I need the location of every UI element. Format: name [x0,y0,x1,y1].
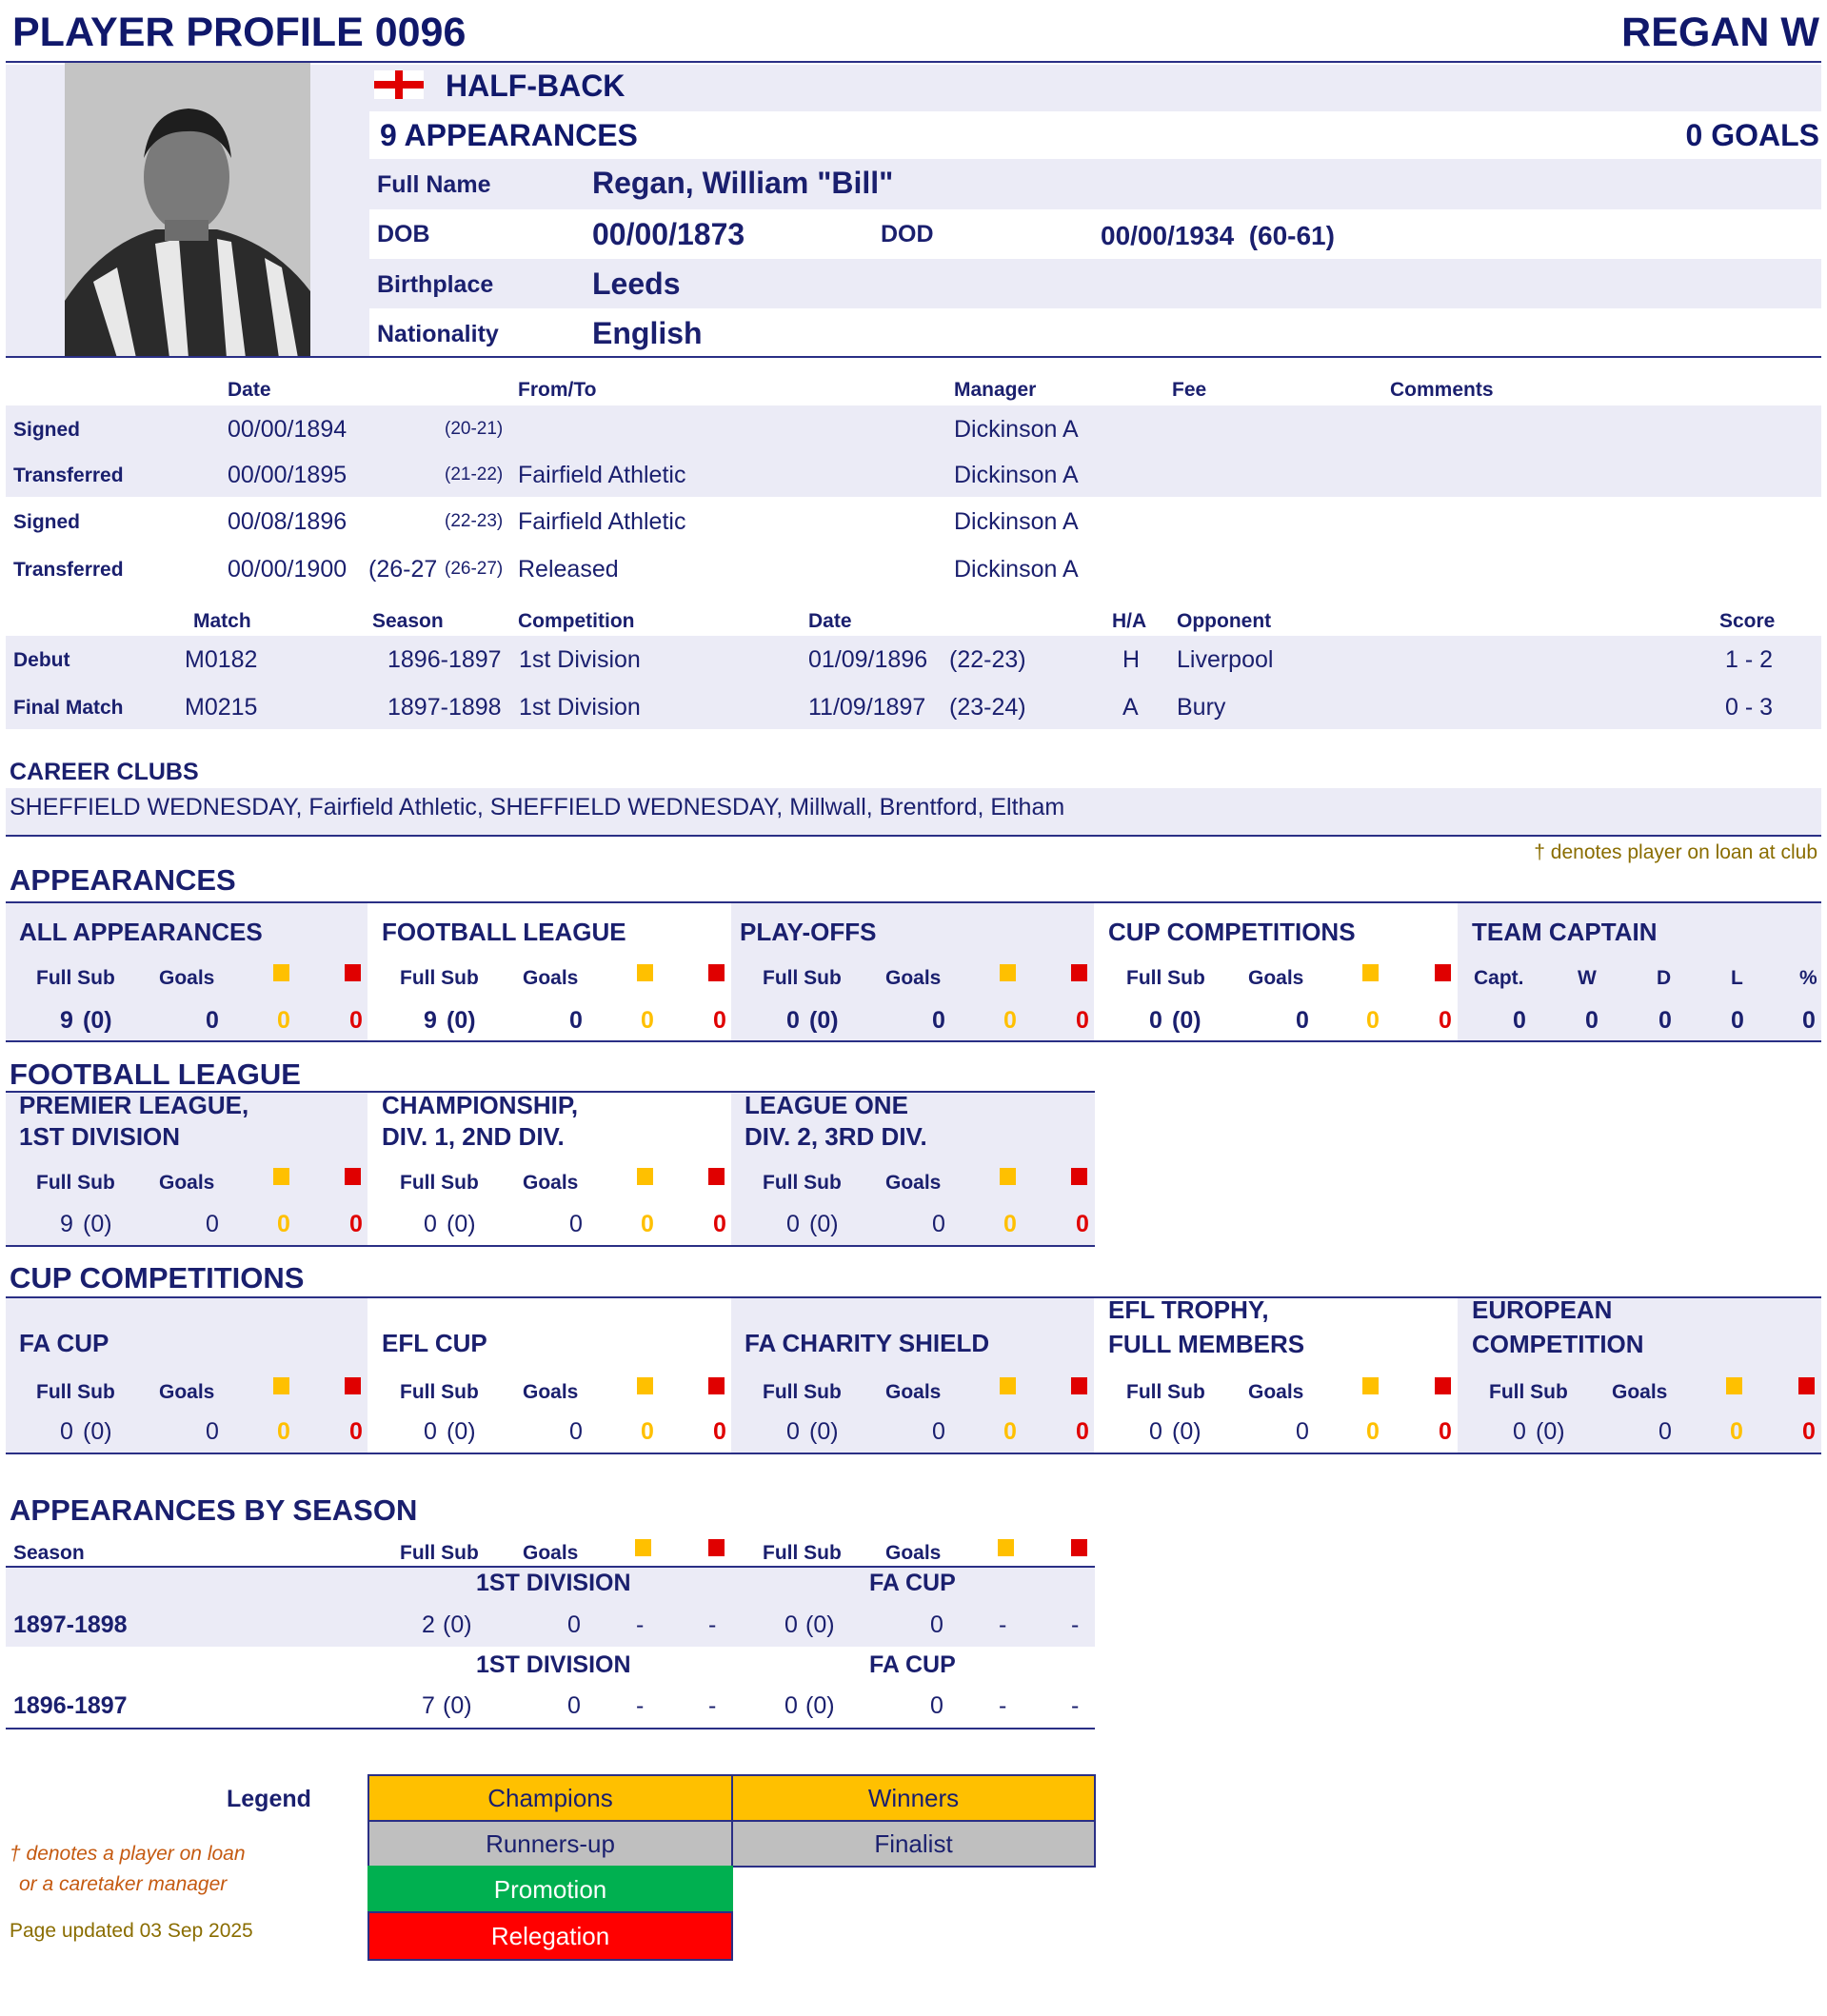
legend-champions: Champions [367,1774,733,1822]
yellow-card-icon [637,964,653,981]
legend-winners: Winners [731,1774,1096,1822]
player-photo-icon [65,63,310,358]
red-card-icon [708,1168,725,1185]
legend-relegation: Relegation [367,1911,733,1961]
birthplace-label: Birthplace [377,271,494,298]
birthplace-value: Leeds [592,267,681,301]
transfer-header-date: Date [228,379,271,401]
legend-finalist: Finalist [731,1820,1096,1868]
yellow-card-icon [273,1168,289,1185]
match-header-competition: Competition [518,610,635,632]
by-season-section-title: APPEARANCES BY SEASON [10,1493,418,1527]
nationality-label: Nationality [377,321,499,347]
red-card-icon [1071,1168,1087,1185]
yellow-card-icon [273,964,289,981]
nationality-value: English [592,316,703,350]
yellow-card-icon [1000,1377,1016,1394]
goals-total: 0 GOALS [1685,118,1819,152]
match-header-season: Season [372,610,444,632]
yellow-card-icon [1362,964,1379,981]
red-card-icon [345,1377,361,1394]
yellow-card-icon [273,1377,289,1394]
yellow-card-icon [637,1377,653,1394]
legend-runners-up: Runners-up [367,1820,733,1868]
legend-title: Legend [227,1786,311,1812]
career-clubs-list: SHEFFIELD WEDNESDAY, Fairfield Athletic, SHEFFIELD WEDNESDAY, Millwall, Brentford, Eltham [10,794,1065,820]
legend-note-line2: or a caretaker manager [19,1873,228,1895]
appearances-section-title: APPEARANCES [10,863,236,897]
full-name-value: Regan, William "Bill" [592,166,894,200]
transfer-header-comments: Comments [1390,379,1494,401]
england-flag-icon [374,70,424,99]
cup-competitions-section-title: CUP COMPETITIONS [10,1261,305,1295]
match-header-opponent: Opponent [1177,610,1272,632]
legend-promotion: Promotion [367,1866,733,1913]
red-card-icon [1435,964,1451,981]
match-header-ha: H/A [1112,610,1147,632]
yellow-card-icon [998,1539,1014,1556]
legend-note-line1: † denotes a player on loan [10,1843,246,1865]
dob-label: DOB [377,221,430,247]
yellow-card-icon [1726,1377,1742,1394]
red-card-icon [1435,1377,1451,1394]
player-short-name: REGAN W [1621,10,1819,55]
red-card-icon [708,964,725,981]
season-column-label: Season [13,1542,85,1564]
red-card-icon [345,1168,361,1185]
dod-value: 00/00/1934 (60-61) [1101,221,1335,250]
red-card-icon [1798,1377,1815,1394]
red-card-icon [708,1539,725,1556]
yellow-card-icon [637,1168,653,1185]
page-updated: Page updated 03 Sep 2025 [10,1920,253,1942]
yellow-card-icon [1362,1377,1379,1394]
transfer-header-fee: Fee [1172,379,1207,401]
match-header-match: Match [193,610,251,632]
dod-label: DOD [881,221,934,247]
appearances-total: 9 APPEARANCES [380,118,638,152]
yellow-card-icon [1000,1168,1016,1185]
career-clubs-title: CAREER CLUBS [10,759,199,785]
dob-value: 00/00/1873 [592,217,745,251]
yellow-card-icon [635,1539,651,1556]
match-header-date: Date [808,610,852,632]
page-title: PLAYER PROFILE 0096 [12,10,467,55]
red-card-icon [345,964,361,981]
football-league-section-title: FOOTBALL LEAGUE [10,1057,301,1091]
loan-note: † denotes player on loan at club [1534,841,1817,863]
transfer-header-manager: Manager [954,379,1037,401]
red-card-icon [708,1377,725,1394]
transfer-header-from-to: From/To [518,379,597,401]
player-position: HALF-BACK [446,69,626,103]
full-name-label: Full Name [377,171,491,198]
red-card-icon [1071,1377,1087,1394]
match-header-score: Score [1719,610,1776,632]
red-card-icon [1071,964,1087,981]
yellow-card-icon [1000,964,1016,981]
red-card-icon [1071,1539,1087,1556]
